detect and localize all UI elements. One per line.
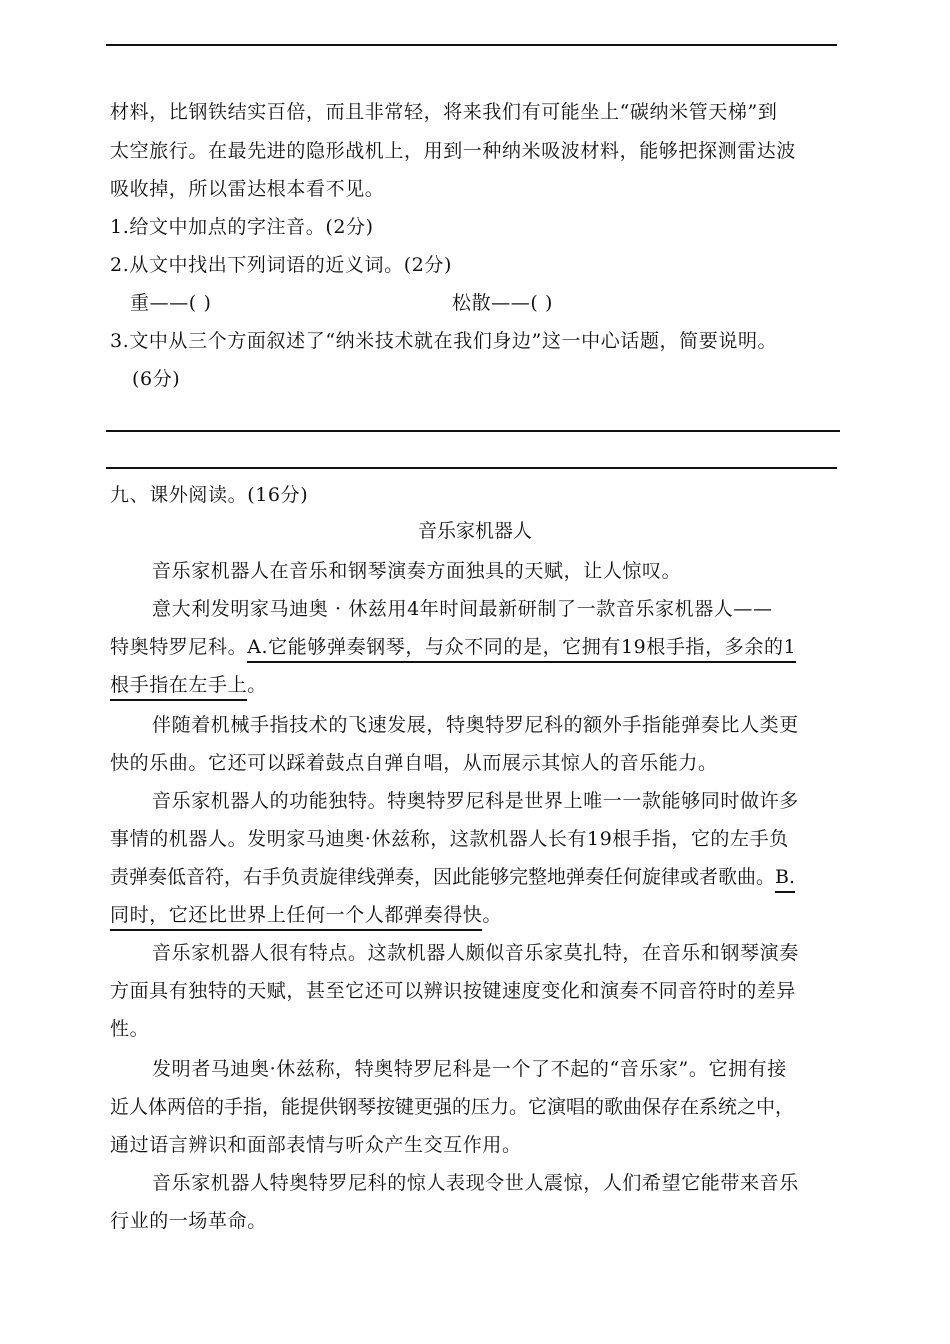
article-p2-line-3-end: 。: [247, 674, 267, 696]
article-p4-line-1: 音乐家机器人的功能独特。特奥特罗尼科是世界上唯一一款能够同时做许多: [152, 790, 799, 812]
article-p4-line-2: 事情的机器人。发明家马迪奥·休兹称，这款机器人长有19根手指，它的左手负: [110, 828, 789, 850]
article-p5-line-1: 音乐家机器人很有特点。这款机器人颇似音乐家莫扎特，在音乐和钢琴演奏: [152, 942, 799, 964]
underlined-sentence-b-start: B.: [775, 866, 795, 893]
underlined-sentence-a-start: A.它能够弹奏钢琴，与众不同的是，它拥有19根手指，多余的1: [247, 636, 796, 663]
answer-line-2: [106, 467, 837, 469]
article-p3-line-1: 伴随着机械手指技术的飞速发展，特奥特罗尼科的额外手指能弹奏比人类更: [152, 714, 799, 736]
article-p3-line-2: 快的乐曲。它还可以踩着鼓点自弹自唱，从而展示其惊人的音乐能力。: [110, 752, 718, 774]
underlined-sentence-b-end: 同时，它还比世界上任何一个人都弹奏得快: [110, 904, 482, 931]
passage-line-2: 太空旅行。在最先进的隐形战机上，用到一种纳米吸波材料，能够把探测雷达波: [110, 140, 797, 162]
article-p5-line-3: 性。: [110, 1018, 150, 1040]
question-1: 1.给文中加点的字注音。(2分): [110, 216, 374, 238]
article-p4-line-4: [110, 903, 502, 927]
article-p7-line-2: 行业的一场革命。: [110, 1210, 267, 1232]
article-title: 音乐家机器人: [417, 520, 532, 542]
article-p6-line-1: 发明者马迪奥·休兹称，特奥特罗尼科是一个了不起的“音乐家”。它拥有接: [152, 1058, 787, 1080]
underlined-sentence-a-end: 根手指在左手上: [110, 674, 247, 701]
question-2-item-1: 重——( ): [130, 292, 212, 314]
question-3-line-1: 3.文中从三个方面叙述了“纳米技术就在我们身边”这一中心话题，简要说明。: [110, 330, 778, 352]
article-p4-line-4-end: 。: [482, 904, 503, 926]
article-p6-line-3: 通过语言辨识和面部表情与听众产生交互作用。: [110, 1134, 522, 1156]
question-2: 2.从文中找出下列词语的近义词。(2分): [110, 254, 453, 276]
article-p2-line-2-plain: 特奥特罗尼科。: [110, 636, 248, 658]
article-p5-line-2: 方面具有独特的天赋，甚至它还可以辨识按键速度变化和演奏不同音符时的差异: [110, 980, 797, 1002]
article-p7-line-1: 音乐家机器人特奥特罗尼科的惊人表现令世人震惊，人们希望它能带来音乐: [152, 1172, 799, 1194]
section-heading: 九、课外阅读。(16分): [110, 484, 309, 506]
article-p1: 音乐家机器人在音乐和钢琴演奏方面独具的天赋，让人惊叹。: [152, 560, 682, 582]
passage-line-3: 吸收掉，所以雷达根本看不见。: [110, 178, 385, 200]
article-p2-line-3: [110, 673, 267, 697]
article-p4-line-3-plain: 责弹奏低音符，右手负责旋律线弹奏，因此能够完整地弹奏任何旋律或者歌曲。: [110, 866, 776, 888]
answer-line-1: [106, 430, 840, 432]
article-p6-line-2: 近人体两倍的手指，能提供钢琴按键更强的压力。它演唱的歌曲保存在系统之中，: [110, 1096, 795, 1118]
header-rule: [106, 44, 837, 46]
passage-line-1: 材料，比钢铁结实百倍，而且非常轻，将来我们有可能坐上“碳纳米管天梯”到: [110, 101, 778, 123]
question-3-line-2: (6分): [132, 368, 181, 390]
question-2-item-2: 松散——( ): [452, 292, 554, 314]
article-p4-line-3: [110, 865, 795, 889]
article-p2-line-2: [110, 635, 796, 659]
article-p2-line-1: 意大利发明家马迪奥 · 休兹用4年时间最新研制了一款音乐家机器人——: [152, 598, 773, 620]
